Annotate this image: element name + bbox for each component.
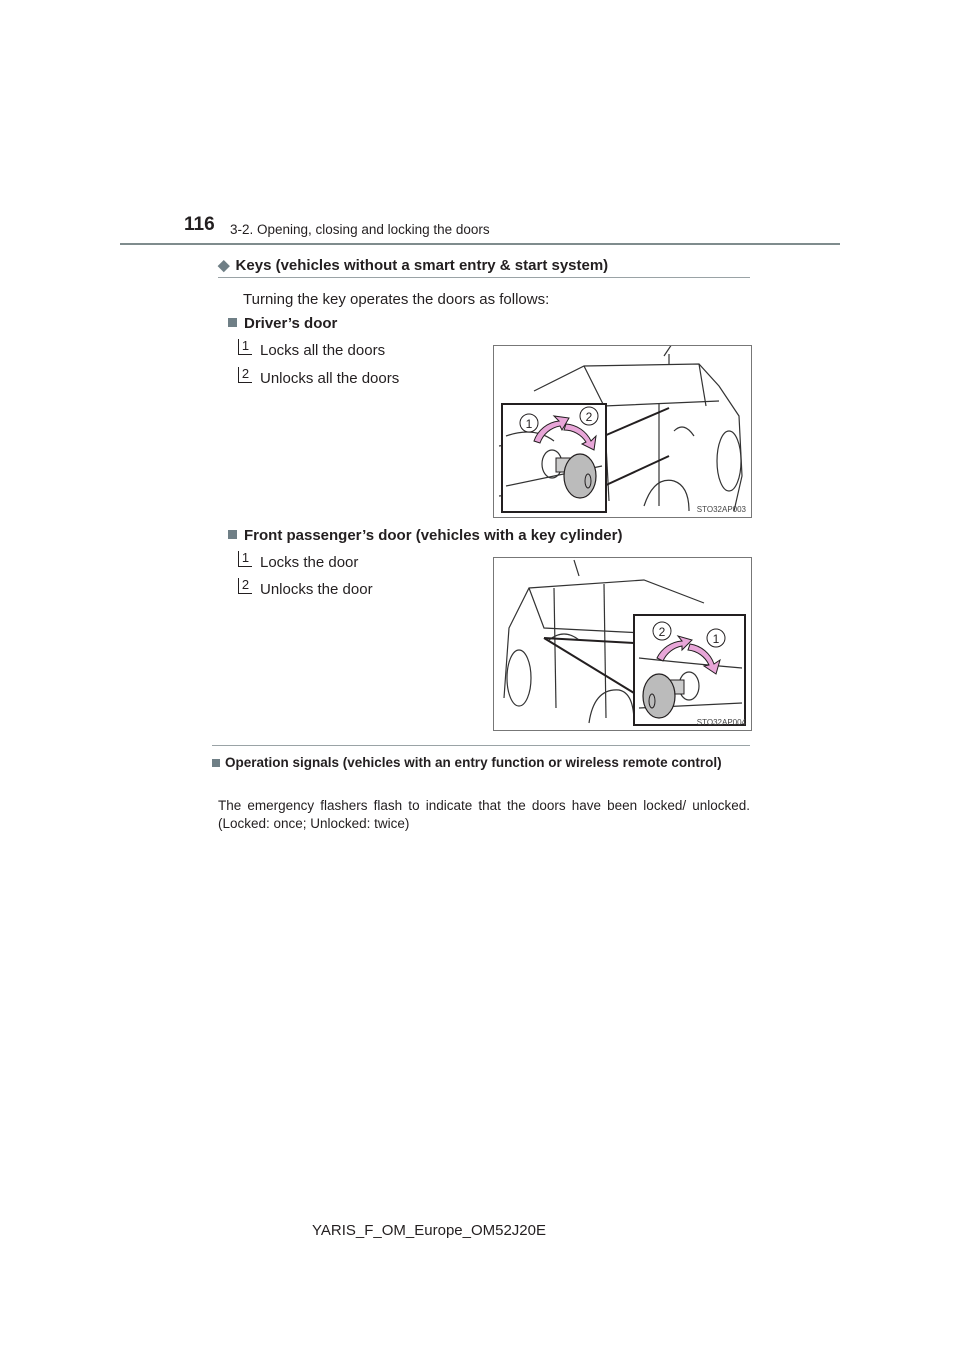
intro-text: Turning the key operates the doors as follows:: [243, 291, 550, 308]
passenger-step-2-text: Unlocks the door: [260, 581, 373, 598]
passenger-door-illustration: [493, 557, 752, 731]
passenger-door-title: Front passenger’s door (vehicles with a key cylinder): [244, 527, 623, 544]
keys-heading-text: Keys (vehicles without a smart entry & start system): [235, 257, 609, 274]
drivers-door-heading: [228, 315, 337, 332]
step-number-1: 1: [238, 551, 252, 567]
keys-heading: [218, 256, 608, 274]
drivers-step-2-text: Unlocks all the doors: [260, 370, 400, 387]
svg-text:2: 2: [658, 625, 666, 639]
svg-text:2: 2: [585, 410, 593, 424]
figure-code: STO32AP003: [696, 505, 746, 514]
note-body: The emergency flashers flash to indicate that the doors have been locked/ unlocked. (Locked: once; Unlocked: twice): [218, 798, 750, 831]
header-divider: [120, 243, 840, 245]
passenger-step-1-text: Locks the door: [260, 554, 359, 571]
drivers-step-1-text: Locks all the doors: [260, 342, 386, 359]
svg-text:1: 1: [712, 632, 720, 646]
section-title: 3-2. Opening, closing and locking the doors: [230, 222, 490, 237]
svg-text:1: 1: [525, 417, 533, 431]
step-number-2: 2: [238, 578, 252, 594]
page-number: 116: [184, 214, 215, 235]
figure-code: STO32AP004: [696, 718, 746, 727]
step-number-2: 2: [238, 367, 252, 383]
square-bullet-icon: [212, 759, 220, 767]
footer-doc-id: YARIS_F_OM_Europe_OM52J20E: [312, 1222, 547, 1239]
passenger-door-heading: [228, 527, 622, 544]
diamond-bullet-icon: ◆: [218, 257, 230, 274]
drivers-door-illustration: [493, 345, 752, 518]
note-divider: [212, 745, 750, 746]
square-bullet-icon: [228, 318, 237, 327]
square-bullet-icon: [228, 530, 237, 539]
drivers-door-title: Driver’s door: [244, 315, 338, 332]
step-number-1: 1: [238, 339, 252, 355]
car-key-driver-illustration: [494, 346, 751, 517]
note-heading: [212, 754, 750, 771]
car-key-passenger-illustration: [494, 558, 751, 730]
note-title: Operation signals (vehicles with an entry function or wireless remote control): [225, 755, 722, 770]
heading-divider: [218, 277, 750, 278]
